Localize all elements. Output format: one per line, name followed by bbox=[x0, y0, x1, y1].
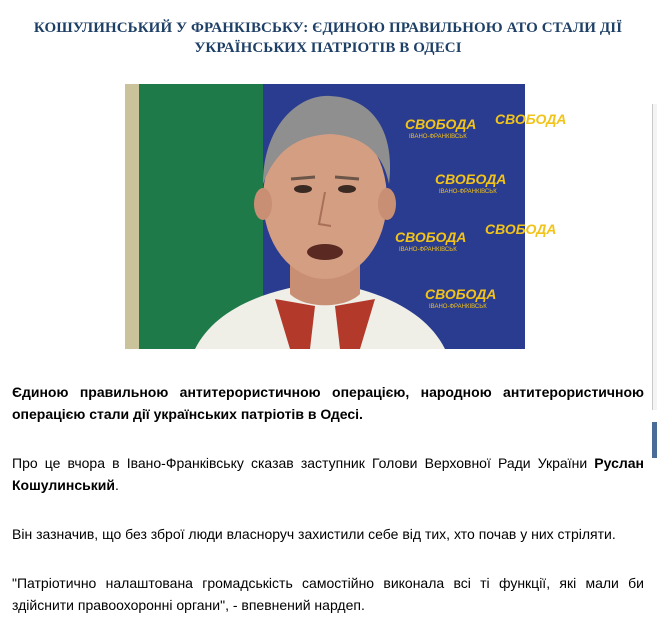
scrollbar-track[interactable] bbox=[652, 104, 657, 410]
article-title bbox=[12, 18, 644, 58]
banner-logo: СВОБОДА bbox=[425, 286, 497, 302]
scrollbar-thumb[interactable] bbox=[652, 422, 657, 458]
article bbox=[12, 0, 644, 613]
banner-logo: СВОБОДА bbox=[395, 229, 467, 245]
paragraph-text: . bbox=[114, 477, 119, 493]
banner-subtext: ІВАНО-ФРАНКІВСЬК bbox=[429, 304, 487, 310]
portrait-image bbox=[125, 84, 567, 349]
article-lead: Єдиною правильною антитерористичною операцією, народною антитерористичною операцією стали дії українських патріотів в Одесі. bbox=[12, 384, 644, 422]
paragraph-text: Про це вчора в Івано-Франківську сказав заступник Голови Верховної Ради України bbox=[12, 455, 595, 471]
eye bbox=[338, 185, 356, 193]
article-paragraph: Він зазначив, що без зброї люди власноруч захистили себе від тих, хто почав у них стріляти. bbox=[12, 526, 616, 542]
eyebrow bbox=[291, 177, 315, 179]
banner-logo: СВОБОДА bbox=[485, 221, 557, 237]
mouth bbox=[307, 244, 343, 260]
banner-logo: СВОБОДА bbox=[405, 116, 477, 132]
article-title-line-2: УКРАЇНСЬКИХ ПАТРІОТІВ В ОДЕСІ bbox=[194, 40, 462, 56]
article-photo bbox=[125, 84, 567, 349]
banner-logo: СВОБОДА bbox=[495, 111, 567, 127]
article-paragraph bbox=[12, 452, 644, 496]
eyebrow bbox=[335, 177, 359, 179]
banner-subtext: ІВАНО-ФРАНКІВСЬК bbox=[399, 247, 457, 253]
article-title-line-1: КОШУЛИНСЬКИЙ У ФРАНКІВСЬКУ: ЄДИНОЮ ПРАВИЛЬНОЮ АТО СТАЛИ ДІЇ bbox=[33, 20, 623, 36]
article-body bbox=[12, 381, 644, 616]
ear bbox=[378, 188, 396, 220]
person-name: Руслан Кошулинський bbox=[12, 455, 644, 493]
ear bbox=[254, 188, 272, 220]
banner-subtext: ІВАНО-ФРАНКІВСЬК bbox=[409, 134, 467, 140]
eye bbox=[294, 185, 312, 193]
banner-logo: СВОБОДА bbox=[435, 171, 507, 187]
door-frame bbox=[125, 84, 139, 349]
article-quote: "Патріотично налаштована громадськість самостійно виконала всі ті функції, які мали би здійснити правоохоронні органи", - впевнений нардеп. bbox=[12, 575, 644, 613]
banner-subtext: ІВАНО-ФРАНКІВСЬК bbox=[439, 189, 497, 195]
